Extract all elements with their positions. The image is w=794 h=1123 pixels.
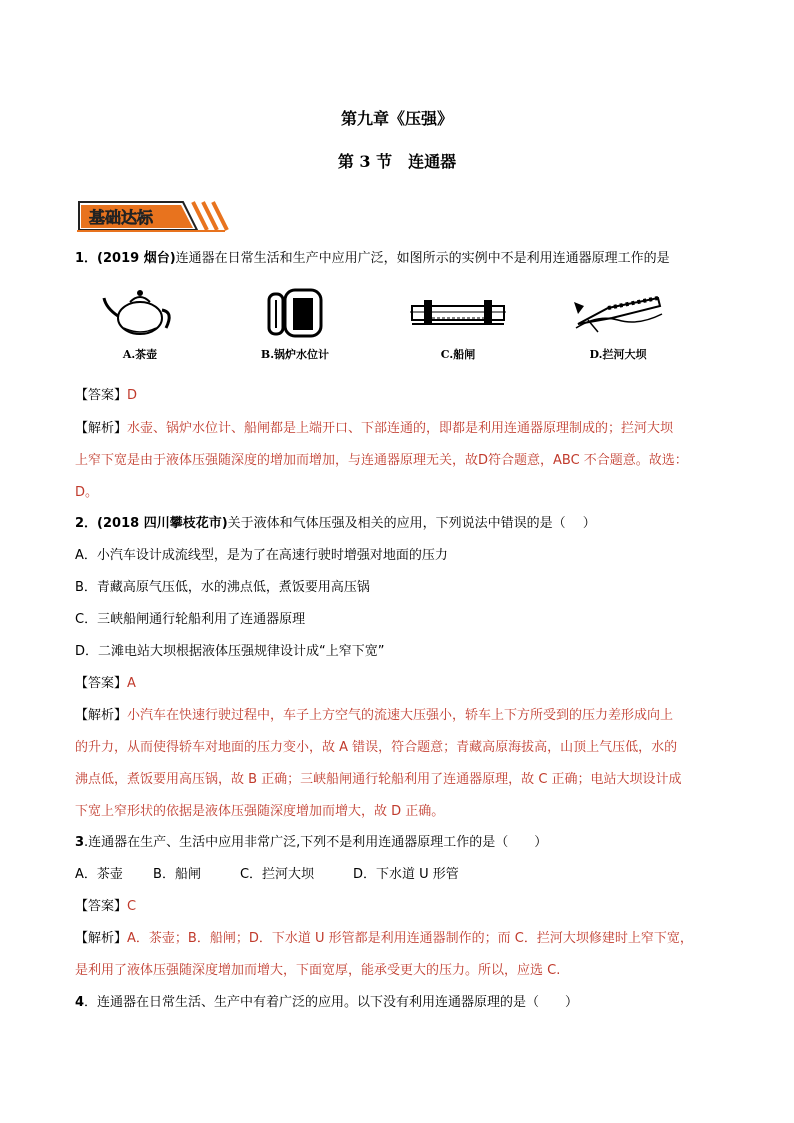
question-text: ．连通器在日常生活、生产中有着广泛的应用。以下没有利用连通器原理的是（ ） <box>84 995 579 1010</box>
question-number: 3 <box>75 835 85 850</box>
boiler-gauge-icon <box>255 284 335 340</box>
question-number: 2 <box>75 516 85 531</box>
question-1-figures <box>85 284 675 374</box>
question-1-analysis <box>75 419 725 439</box>
analysis-text: 水壶、锅炉水位计、船闸都是上端开口、下部连通的，即都是利用连通器原理制成的；拦河大坝 <box>127 421 674 436</box>
question-source: ．(2019 烟台) <box>84 251 176 266</box>
figure-c <box>403 284 513 362</box>
question-number: 4 <box>75 995 85 1010</box>
analysis-text: 小汽车在快速行驶过程中，车子上方空气的流速大压强小，轿车上下方所受到的压力差形成向上 <box>127 708 674 723</box>
question-source: ．(2018 四川攀枝花市) <box>84 516 228 531</box>
section-title: 第 3 节 连通器 <box>337 152 457 171</box>
figure-caption: C.船闸 <box>440 348 476 361</box>
teapot-icon <box>100 284 180 340</box>
question-text: .连通器在生产、生活中应用非常广泛,下列不是利用连通器原理工作的是（ ） <box>84 835 548 850</box>
figure-d <box>563 284 673 362</box>
question-text: 连通器在日常生活和生产中应用广泛，如图所示的实例中不是利用连通器原理工作的是 <box>175 251 670 266</box>
analysis-text: 的升力，从而使得轿车对地面的压力变小，故 A 错误，符合题意；青藏高原海拔高，山顶上气压低，水的 <box>75 740 678 755</box>
question-2-answer <box>75 674 725 694</box>
figure-b <box>240 284 350 362</box>
answer-label: 【答案】 <box>75 388 128 403</box>
question-text: 关于液体和气体压强及相关的应用，下列说法中错误的是（ ） <box>227 516 596 531</box>
answer-value: A <box>127 676 136 691</box>
figure-caption: A.茶壶 <box>122 348 158 361</box>
banner-graphic <box>75 198 235 234</box>
option-c: C．三峡船闸通行轮船利用了连通器原理 <box>75 612 306 627</box>
question-1-stem <box>75 249 725 269</box>
analysis-label: 【解析】 <box>75 708 128 723</box>
question-3-answer <box>75 897 725 917</box>
option-d: D．二滩电站大坝根据液体压强规律设计成“上窄下宽” <box>75 644 385 659</box>
analysis-label: 【解析】 <box>75 421 128 436</box>
answer-value: C <box>127 899 137 914</box>
figure-caption: D.拦河大坝 <box>589 348 647 361</box>
answer-label: 【答案】 <box>75 676 128 691</box>
question-2-stem <box>75 514 725 534</box>
analysis-text: D。 <box>75 485 99 500</box>
option-b: B．青藏高原气压低，水的沸点低，煮饭要用高压锅 <box>75 580 370 595</box>
question-3-analysis <box>75 929 725 949</box>
question-number: 1 <box>75 251 85 266</box>
question-1-answer <box>75 386 725 406</box>
analysis-text: 是利用了液体压强随深度增加而增大，下面宽厚，能承受更大的压力。所以，应选 C. <box>75 963 561 978</box>
section-label: 基础达标 <box>89 208 154 227</box>
analysis-text: 下宽上窄形状的依据是液体压强随深度增加而增大，故 D 正确。 <box>75 804 445 819</box>
figure-caption: B.锅炉水位计 <box>260 348 330 361</box>
question-3-options: A．茶壶 B．船闸 C．拦河大坝 D．下水道 U 形管 <box>75 867 459 882</box>
figure-a <box>85 284 195 362</box>
answer-value: D <box>127 388 138 403</box>
analysis-text: 沸点低，煮饭要用高压锅，故 B 正确；三峡船闸通行轮船利用了连通器原理，故 C 正确；电站大坝设计成 <box>75 772 682 787</box>
answer-label: 【答案】 <box>75 899 128 914</box>
analysis-label: 【解析】 <box>75 931 128 946</box>
dam-icon <box>568 284 668 340</box>
question-2-analysis <box>75 706 725 726</box>
analysis-text: 上窄下宽是由于液体压强随深度的增加而增加，与连通器原理无关，故D符合题意，ABC 不合题意。故选： <box>75 453 688 468</box>
question-3-stem <box>75 833 725 853</box>
ship-lock-icon <box>408 284 508 340</box>
section-banner <box>75 198 235 234</box>
chapter-title: 第九章《压强》 <box>340 109 453 128</box>
analysis-text: A．茶壶；B．船闸；D．下水道 U 形管都是利用连通器制作的；而 C．拦河大坝修建时上窄下宽， <box>127 931 693 946</box>
option-a: A．小汽车设计成流线型，是为了在高速行驶时增强对地面的压力 <box>75 548 448 563</box>
question-4-stem <box>75 993 725 1013</box>
